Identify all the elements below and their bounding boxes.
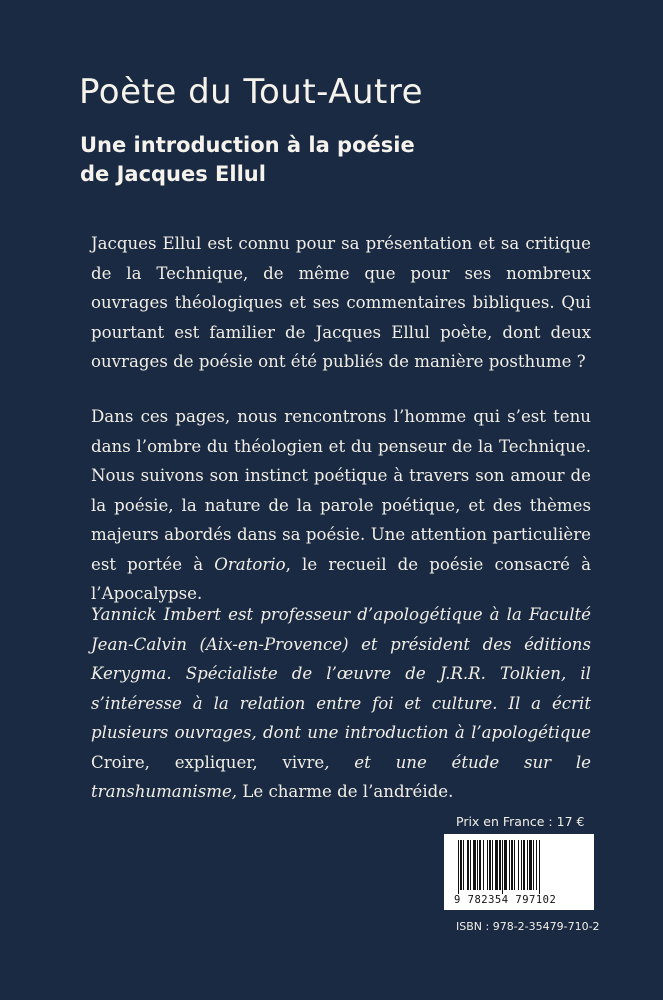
barcode-bar [467,840,469,890]
subtitle-line-2: de Jacques Ellul [80,162,266,186]
blurb-paragraph-2-end: , le recueil de poésie consacré à l’Apocalypse. [91,554,592,603]
author-bio-end: . [448,782,454,801]
barcode-bar [477,840,478,890]
isbn-label: ISBN : 978-2-35479-710-2 [456,920,600,933]
barcode-digits: 9 782354 797102 [454,894,557,906]
barcode-bar [492,840,493,890]
author-bio-text-2: , et une étude sur le transhumanisme, [91,752,591,801]
barcode-bar [473,840,476,890]
barcode-bar [539,840,540,894]
barcode-bar [470,840,471,890]
barcode-bar [458,840,459,894]
barcode-bar [509,840,510,890]
barcode-bar [499,840,501,890]
author-bio [91,600,591,807]
barcode-bar [495,840,498,890]
barcode-bar [536,840,537,890]
barcode-bar [514,840,515,890]
barcode-bar [511,840,513,890]
barcode [444,834,594,910]
barcode-bar [527,840,528,890]
book-subtitle [80,131,520,189]
barcode-bar [518,840,519,890]
barcode-bar [533,840,534,890]
barcode-bar [487,840,488,890]
work-title-croire: Croire, expliquer, vivre [91,752,325,772]
barcode-bar [504,840,507,890]
blurb-paragraph-2-text: Dans ces pages, nous rencontrons l’homme qui s’est tenu dans l’ombre du théologien et du penseur de la Technique. Nous suivons son instinct poétique à travers son amour de la poésie, la nature de la parole poétique, et des thèmes majeurs abordés dans sa poésie. Une attention particulière est portée à [91,407,591,574]
blurb-paragraph-1: Jacques Ellul est connu pour sa présentation et sa critique de la Technique, de même que pour ses nombreux ouvrages théologiques et ses commentaires bibliques. Qui pourtant est familier de Jacques Ellul poète, dont deux ouvrages de poésie ont été publiés de manière posthume ? [91,234,591,371]
barcode-bar [463,840,464,890]
book-title: Poète du Tout-Autre [79,72,423,112]
work-title-andreide: Le charme de l’andréide [242,782,449,801]
barcode-bar [523,840,525,890]
price-label: Prix en France : 17 € [456,814,585,829]
barcode-bar [489,840,491,890]
author-bio-text: Yannick Imbert est professeur d’apologétique à la Faculté Jean-Calvin (Aix-en-Provence) et président des éditions Kerygma. Spécialiste de l’œuvre de J.R.R. Tolkien, il s’intéresse à la relation entre foi et culture. Il a écrit plusieurs ouvrages, dont une introduction à l’apologétique [91,605,591,742]
barcode-bar [502,840,503,894]
barcode-bar [479,840,481,890]
work-title-oratorio: Oratorio [214,554,286,574]
barcode-bar [460,840,462,890]
barcode-bar [521,840,522,890]
subtitle-line-1: Une introduction à la poésie [80,133,415,157]
barcode-bar [529,840,532,890]
blurb-paragraph-2 [91,402,591,609]
barcode-bar [483,840,484,890]
barcode-bars [458,840,580,894]
